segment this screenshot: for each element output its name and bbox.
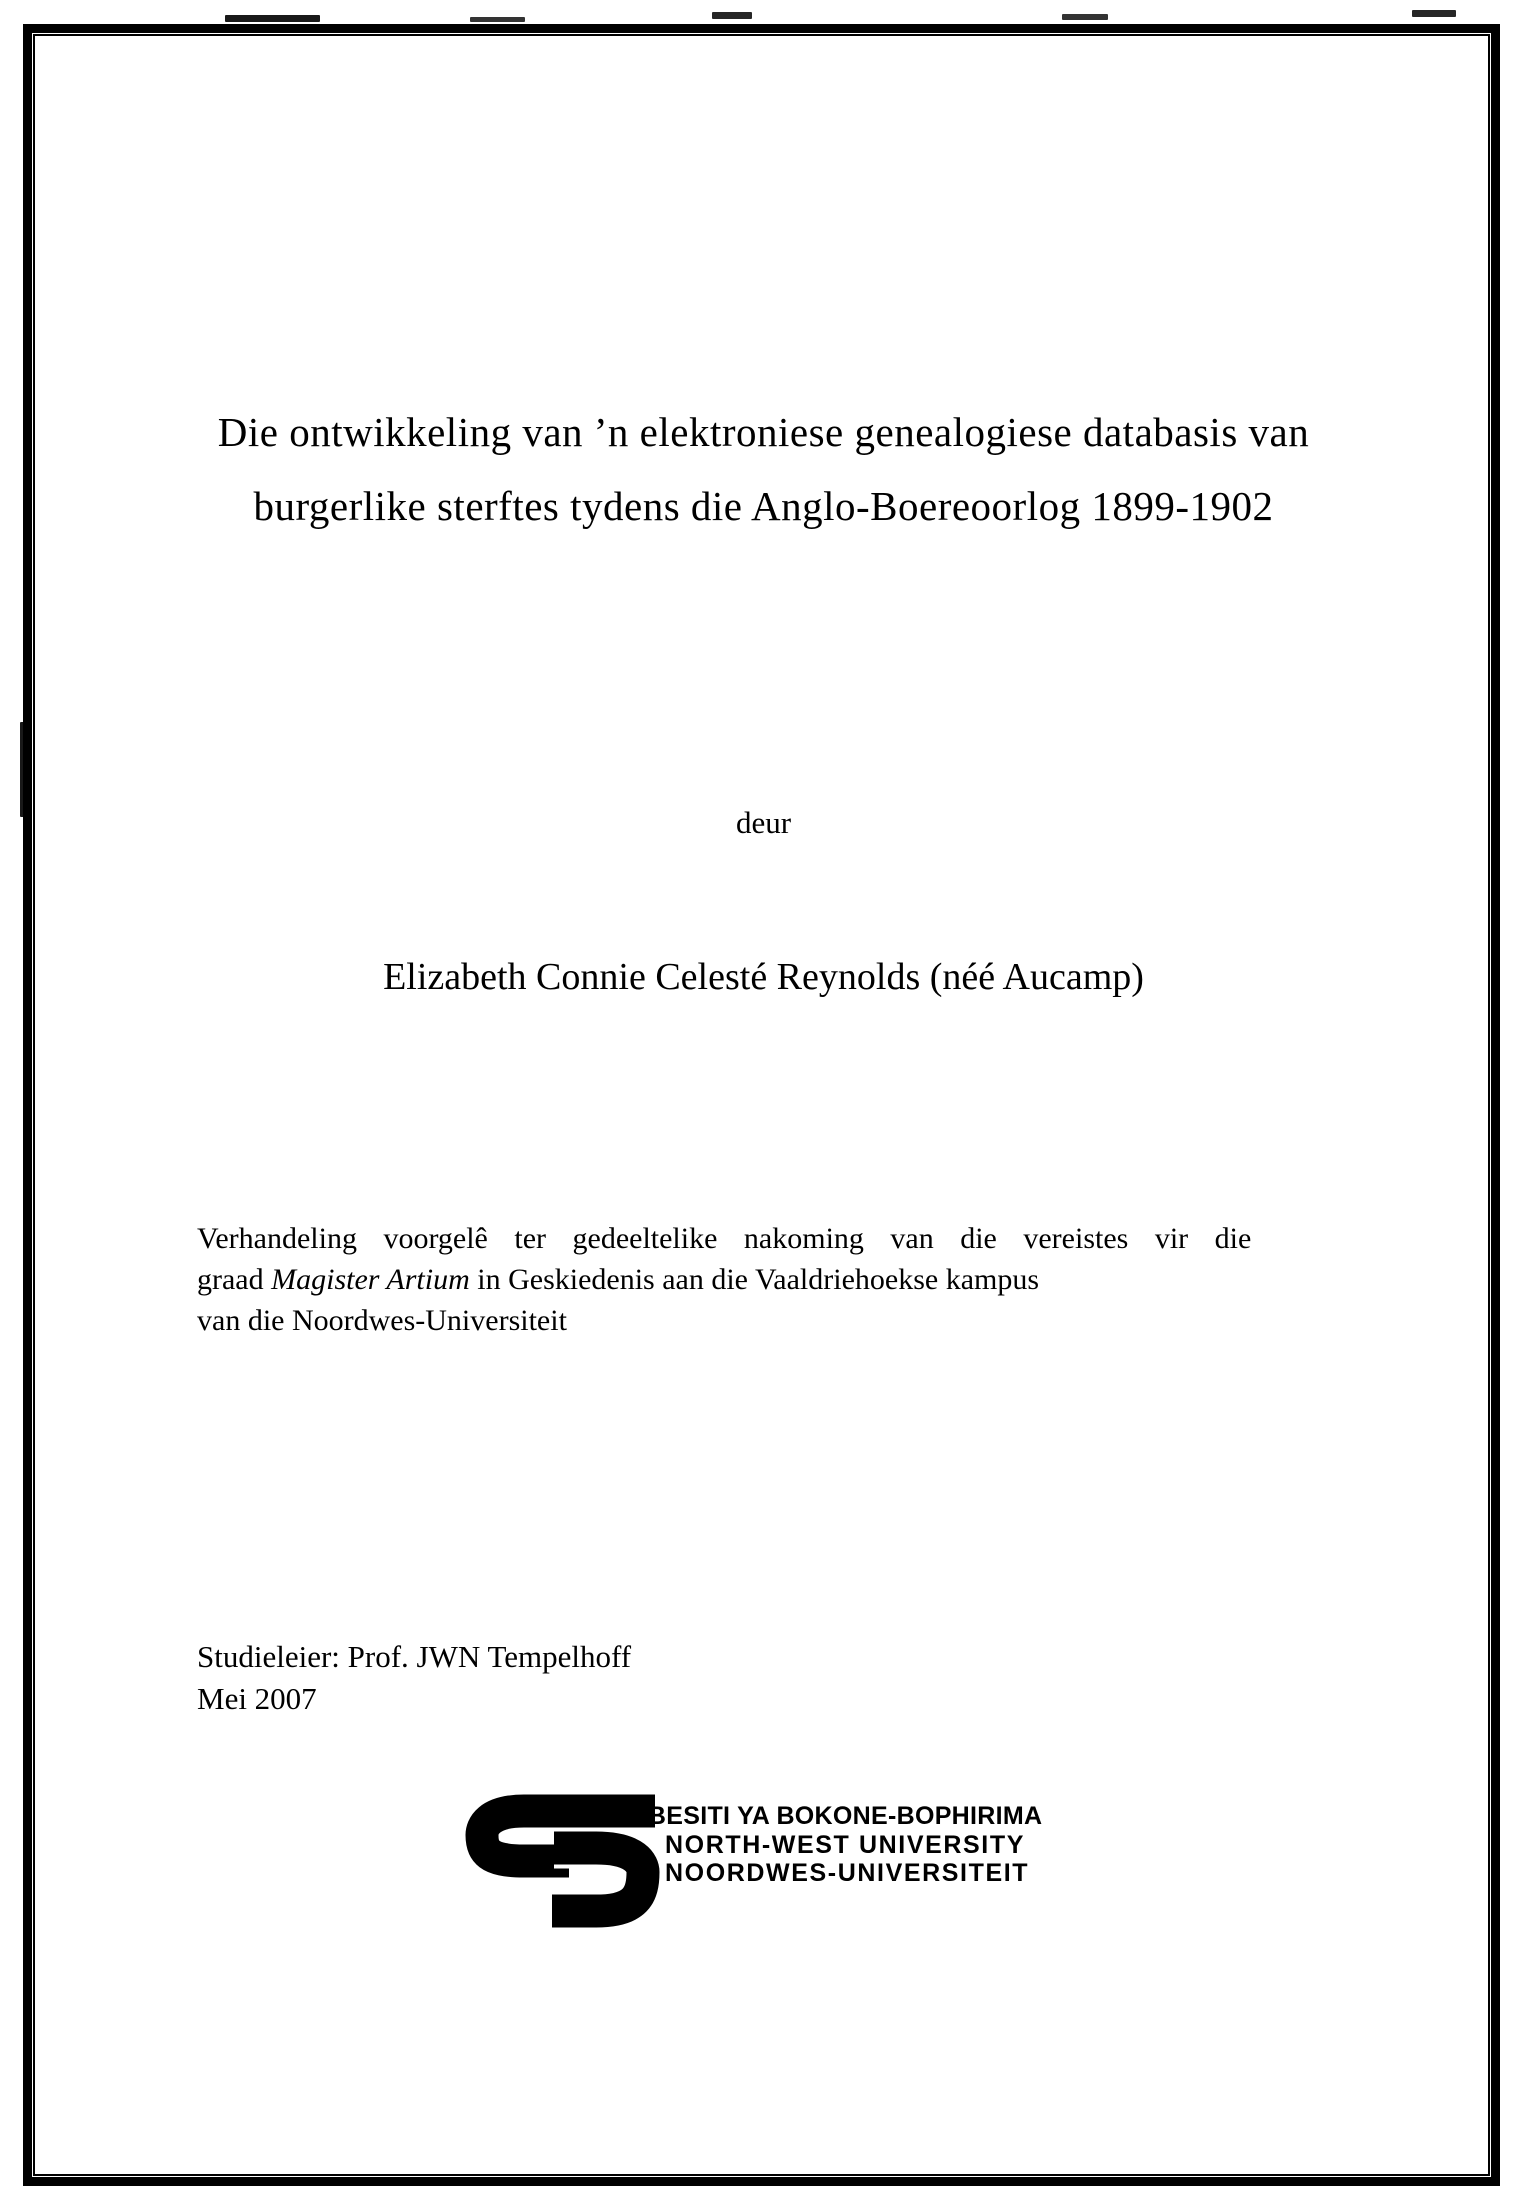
scan-artifact <box>1412 10 1456 17</box>
scan-artifact <box>225 15 320 22</box>
supervisor-line: Studieleier: Prof. JWN Tempelhoff <box>197 1639 632 1674</box>
university-logo <box>466 1794 1106 1934</box>
scan-artifact <box>712 12 752 19</box>
degree-statement-line1: Verhandeling voorgelê ter gedeeltelike nakoming van die vereistes vir die <box>197 1222 1252 1255</box>
byline-label: deur <box>735 805 792 840</box>
scan-artifact <box>1062 14 1108 20</box>
supervisor-block <box>197 1636 631 1720</box>
degree-statement-line3: van die Noordwes-Universiteit <box>197 1304 567 1337</box>
thesis-title-line1: Die ontwikkeling van ’n elektroniese genealogiese databasis van <box>217 409 1310 455</box>
date-line: Mei 2007 <box>197 1681 317 1716</box>
degree-name-italic: Magister Artium <box>271 1263 470 1296</box>
logo-text-setswana: YUNIBESITI YA BOKONE-BOPHIRIMA <box>587 1802 1043 1830</box>
thesis-title <box>0 395 1527 543</box>
university-logo-text <box>587 1802 1042 1888</box>
author-name: Elizabeth Connie Celesté Reynolds (néé Aucamp) <box>383 956 1144 998</box>
degree-statement-line2: graad Magister Artium in Geskiedenis aan die Vaaldriehoekse kampus <box>197 1263 1040 1296</box>
thesis-title-line2: burgerlike sterftes tydens die Anglo-Boereoorlog 1899-1902 <box>253 483 1274 529</box>
logo-text-afrikaans: NOORDWES-UNIVERSITEIT <box>665 1859 1030 1887</box>
logo-text-english: NORTH-WEST UNIVERSITY <box>665 1830 1025 1859</box>
degree-statement <box>197 1218 1363 1341</box>
scan-artifact <box>470 17 525 22</box>
